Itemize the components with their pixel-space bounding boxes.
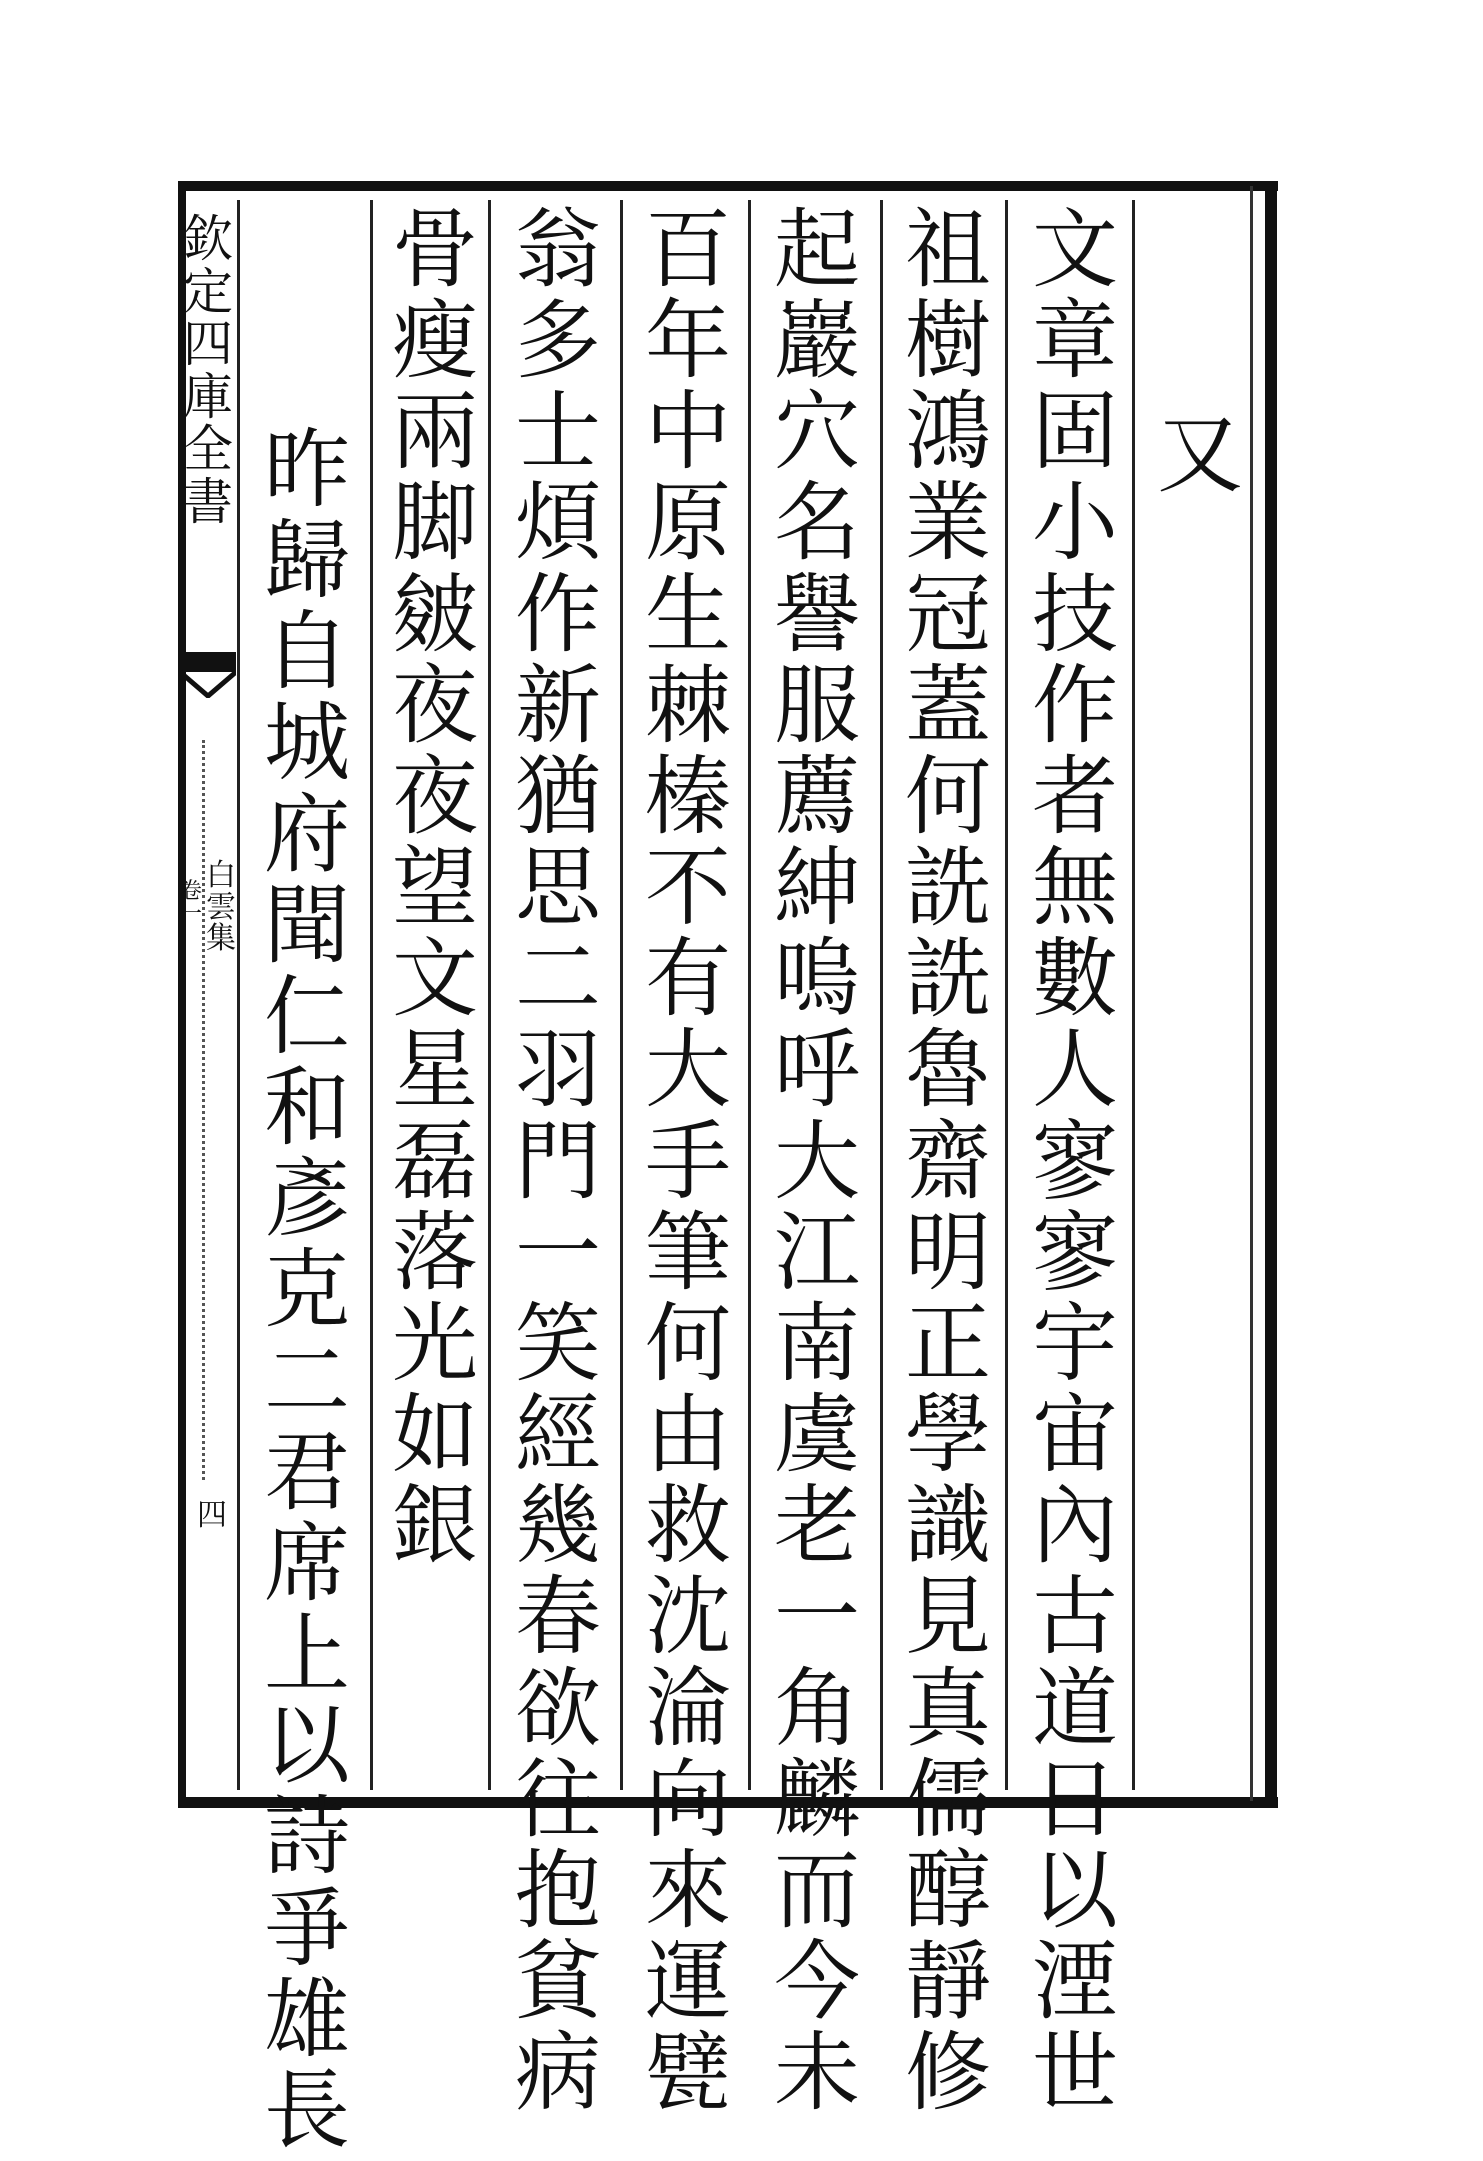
column-text: 翁多士煩作新猶思二羽門一笑經幾春欲往抱貧病 (515, 200, 601, 2124)
column-rule (370, 200, 373, 1790)
column-rule (620, 200, 623, 1790)
column-text: 祖樹鴻業冠蓋何詵詵魯齋明正學識見真儒醇靜修 (905, 200, 991, 2124)
column-text: 文章固小技作者無數人寥寥宇宙內古道日以湮世 (1032, 200, 1118, 2124)
column-rule (880, 200, 883, 1790)
margin-book-title: 白雲集 (206, 858, 236, 956)
column-rule (748, 200, 751, 1790)
margin-collection-title: 欽定四庫全書 (183, 210, 233, 531)
column-text: 又 (1157, 405, 1243, 505)
column-rule (237, 200, 240, 1790)
fishtail-mark-icon (180, 652, 236, 698)
margin-page-number: 四 (197, 1498, 227, 1533)
column-text: 起巖穴名譽服薦紳嗚呼大江南虞老一角麟而今未 (774, 200, 860, 2124)
frame-right-rule (1265, 184, 1277, 1804)
margin-dotted-line (202, 740, 209, 1480)
column-text: 百年中原生棘榛不有大手筆何由救沈淪向來運甓 (645, 200, 731, 2124)
column-rule (1132, 200, 1135, 1790)
margin-volume: 卷一 (180, 879, 203, 928)
column-rule (1005, 200, 1008, 1790)
column-text: 骨瘦兩脚皴夜夜望文星磊落光如銀 (392, 200, 478, 1577)
column-text: 昨歸自城府聞仁和彥克二君席上以詩爭雄長 (264, 420, 350, 2161)
frame-top-rule (178, 181, 1278, 191)
